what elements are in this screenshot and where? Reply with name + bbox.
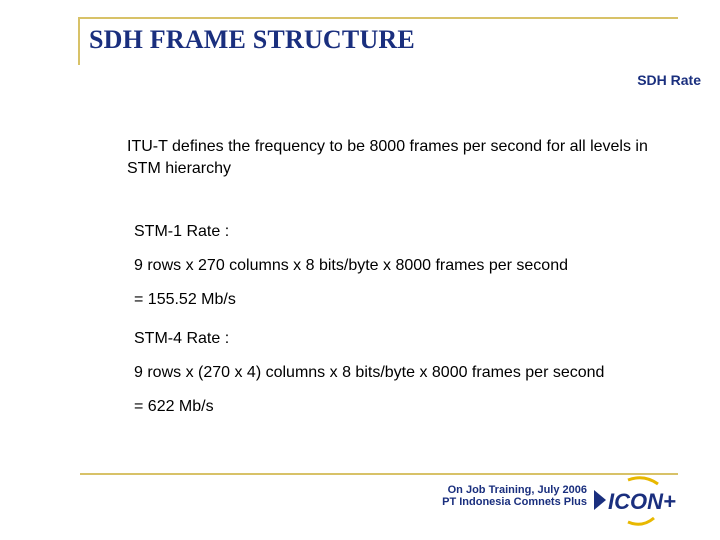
- stm1-rate-block: [134, 215, 568, 317]
- stm4-result: = 622 Mb/s: [134, 398, 214, 415]
- slide-subtitle: SDH Rate: [637, 72, 701, 88]
- stm1-formula: 9 rows x 270 columns x 8 bits/byte x 8000 frames per second: [134, 257, 568, 274]
- stm4-rate-block: [134, 322, 604, 424]
- bottom-divider: [80, 473, 678, 475]
- logo-swoosh-top: [628, 478, 658, 484]
- top-divider: [80, 17, 678, 19]
- stm4-heading: STM-4 Rate :: [134, 330, 230, 347]
- slide-title: SDH FRAME STRUCTURE: [89, 25, 415, 54]
- icon-plus-logo: [588, 476, 692, 528]
- stm1-result: = 155.52 Mb/s: [134, 291, 236, 308]
- logo-arrow-icon: [594, 490, 606, 510]
- left-divider: [78, 17, 80, 65]
- stm1-heading: STM-1 Rate :: [134, 223, 230, 240]
- logo-swoosh-bottom: [628, 518, 654, 524]
- footer-line-2: PT Indonesia Comnets Plus: [442, 496, 587, 508]
- stm4-formula: 9 rows x (270 x 4) columns x 8 bits/byte x 8000 frames per second: [134, 364, 605, 381]
- intro-text: ITU-T defines the frequency to be 8000 frames per second for all levels in STM hierarchy: [127, 138, 648, 177]
- footer-line-1: On Job Training, July 2006: [447, 484, 587, 496]
- footer-text: [442, 484, 587, 508]
- logo-wordmark: ICON+: [608, 489, 676, 514]
